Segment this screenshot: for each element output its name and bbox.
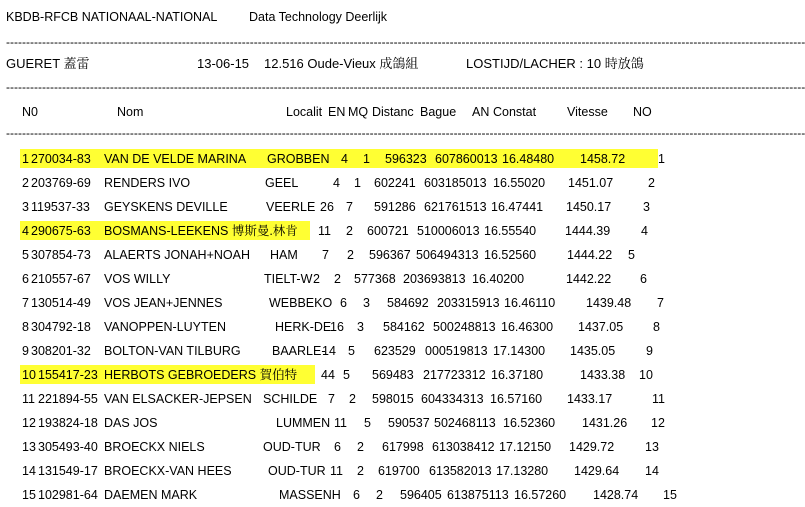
row-locality: HERK-DE [275, 320, 332, 334]
row-number: 1 [22, 152, 29, 166]
row-rank: 6 [640, 272, 647, 286]
row-distance: 569483 [372, 368, 414, 382]
row-id: 193824-18 [38, 416, 98, 430]
row-id: 307854-73 [31, 248, 91, 262]
row-bague: 203315913 [437, 296, 500, 310]
row-name: RENDERS IVO [104, 176, 191, 190]
row-constat: 16.57160 [490, 392, 543, 406]
row-bague: 217723312 [423, 368, 486, 382]
row-mq: 1 [363, 152, 370, 166]
row-rank: 12 [651, 416, 665, 430]
row-locality: WEBBEKO [269, 296, 333, 310]
row-constat: 16.52560 [484, 248, 537, 262]
row-vitesse: 1444.22 [567, 248, 613, 262]
row-bague: 604334313 [421, 392, 484, 406]
col-distanc: Distanc [372, 105, 414, 119]
race-release: LOSTIJD/LACHER : 10 時放鴿 [466, 56, 644, 71]
row-rank: 2 [648, 176, 655, 190]
row-number: 9 [22, 344, 29, 358]
row-number: 3 [22, 200, 29, 214]
row-rank: 11 [652, 392, 665, 406]
row-bague: 613582013 [429, 464, 492, 478]
row-bague: 502468113 [434, 416, 496, 430]
row-en: 4 [333, 176, 340, 190]
row-name: VAN DE VELDE MARINA [104, 152, 247, 166]
row-name: BROECKX NIELS [104, 440, 205, 454]
row-id: 131549-17 [38, 464, 98, 478]
row-name: ALAERTS JONAH+NOAH [104, 248, 250, 262]
col-localit: Localit [286, 105, 323, 119]
row-number: 2 [22, 176, 29, 190]
row-vitesse: 1429.64 [574, 464, 620, 478]
row-distance: 598015 [372, 392, 414, 406]
row-constat: 17.13280 [496, 464, 549, 478]
row-constat: 16.40200 [472, 272, 525, 286]
row-number: 7 [22, 296, 29, 310]
row-constat: 17.14300 [493, 344, 546, 358]
row-en: 6 [334, 440, 341, 454]
row-vitesse: 1429.72 [569, 440, 615, 454]
row-vitesse: 1428.74 [593, 488, 639, 502]
row-id: 290675-63 [31, 224, 91, 238]
row-distance: 596323 [385, 152, 427, 166]
row-bague: 500248813 [433, 320, 496, 334]
col-constat: Constat [493, 105, 537, 119]
row-bague: 000519813 [425, 344, 488, 358]
row-number: 11 [22, 392, 35, 406]
row-mq: 5 [343, 368, 350, 382]
row-id: 221894-55 [38, 392, 98, 406]
row-name: HERBOTS GEBROEDERS 賀伯特 [104, 368, 298, 382]
row-rank: 5 [628, 248, 635, 262]
row-distance: 596405 [400, 488, 442, 502]
row-id: 305493-40 [38, 440, 98, 454]
row-constat: 16.37180 [491, 368, 544, 382]
row-name: DAS JOS [104, 416, 158, 430]
row-constat: 16.46110 [504, 296, 556, 310]
row-name: VANOPPEN-LUYTEN [104, 320, 227, 334]
row-name: BOSMANS-LEEKENS 博斯曼.林肯 [104, 224, 298, 238]
row-name: VAN ELSACKER-JEPSEN [104, 392, 252, 406]
row-en: 16 [330, 320, 344, 334]
row-number: 15 [22, 488, 36, 502]
row-mq: 2 [357, 440, 364, 454]
company-title: Data Technology Deerlijk [249, 10, 388, 24]
row-mq: 2 [347, 248, 354, 262]
row-constat: 16.46300 [501, 320, 554, 334]
row-number: 13 [22, 440, 36, 454]
row-bague: 510006013 [417, 224, 480, 238]
row-locality: OUD-TUR [268, 464, 326, 478]
row-bague: 203693813 [403, 272, 466, 286]
col-nom: Nom [117, 105, 144, 119]
row-distance: 584162 [383, 320, 425, 334]
row-id: 130514-49 [31, 296, 91, 310]
col-mq: MQ [348, 105, 369, 119]
row-mq: 2 [334, 272, 341, 286]
row-rank: 3 [643, 200, 650, 214]
row-number: 8 [22, 320, 29, 334]
row-en: 11 [330, 464, 343, 478]
row-distance: 623529 [374, 344, 416, 358]
row-en: 26 [320, 200, 334, 214]
row-number: 12 [22, 416, 36, 430]
row-locality: HAM [270, 248, 298, 262]
row-number: 6 [22, 272, 29, 286]
row-vitesse: 1435.05 [570, 344, 616, 358]
row-number: 10 [22, 368, 36, 382]
row-id: 203769-69 [31, 176, 91, 190]
divider: -------------------------------------------------------------------------------------------------------------------------------------------------------------------------------------------------------- [6, 35, 805, 49]
row-rank: 14 [645, 464, 659, 478]
row-rank: 15 [663, 488, 677, 502]
row-mq: 2 [357, 464, 364, 478]
row-locality: VEERLE [266, 200, 316, 214]
org-title: KBDB-RFCB NATIONAAL-NATIONAL [6, 10, 218, 24]
row-en: 14 [322, 344, 336, 358]
row-en: 4 [341, 152, 348, 166]
row-name: BOLTON-VAN TILBURG [104, 344, 241, 358]
col-bague: Bague [420, 105, 457, 119]
row-rank: 10 [639, 368, 653, 382]
row-mq: 1 [354, 176, 361, 190]
row-mq: 7 [346, 200, 353, 214]
row-constat: 16.48480 [502, 152, 555, 166]
row-distance: 577368 [354, 272, 396, 286]
row-en: 44 [321, 368, 335, 382]
race-date: 13-06-15 [197, 56, 250, 71]
row-vitesse: 1442.22 [566, 272, 612, 286]
row-distance: 617998 [382, 440, 424, 454]
row-locality: MASSENH [279, 488, 341, 502]
row-vitesse: 1444.39 [565, 224, 611, 238]
col-en: EN [328, 105, 346, 119]
row-constat: 16.47441 [491, 200, 544, 214]
row-rank: 8 [653, 320, 660, 334]
row-mq: 3 [357, 320, 364, 334]
row-mq: 2 [376, 488, 383, 502]
row-vitesse: 1433.38 [580, 368, 626, 382]
row-rank: 1 [658, 152, 665, 166]
row-distance: 602241 [374, 176, 416, 190]
row-name: GEYSKENS DEVILLE [104, 200, 228, 214]
divider: -------------------------------------------------------------------------------------------------------------------------------------------------------------------------------------------------------- [6, 126, 805, 140]
row-id: 102981-64 [38, 488, 98, 502]
row-vitesse: 1437.05 [578, 320, 624, 334]
row-constat: 16.55540 [484, 224, 537, 238]
col-vitesse: Vitesse [567, 105, 608, 119]
row-en: 2 [313, 272, 320, 286]
row-en: 11 [334, 416, 347, 430]
row-locality: GROBBEN [267, 152, 330, 166]
row-locality: TIELT-W [264, 272, 313, 286]
row-en: 11 [318, 224, 331, 238]
row-id: 304792-18 [31, 320, 91, 334]
row-bague: 607860013 [435, 152, 498, 166]
row-number: 14 [22, 464, 36, 478]
row-en: 6 [340, 296, 347, 310]
row-bague: 613038412 [432, 440, 495, 454]
row-constat: 16.55020 [493, 176, 546, 190]
row-distance: 591286 [374, 200, 416, 214]
row-bague: 621761513 [424, 200, 487, 214]
row-rank: 7 [657, 296, 664, 310]
row-en: 7 [328, 392, 335, 406]
row-constat: 16.57260 [514, 488, 567, 502]
race-info: 12.516 Oude-Vieux 成鴿組 [264, 56, 419, 71]
row-constat: 17.12150 [499, 440, 552, 454]
row-rank: 4 [641, 224, 648, 238]
row-vitesse: 1450.17 [566, 200, 612, 214]
row-distance: 600721 [367, 224, 409, 238]
col-no2: NO [633, 105, 652, 119]
row-name: DAEMEN MARK [104, 488, 198, 502]
row-locality: OUD-TUR [263, 440, 321, 454]
row-vitesse: 1433.17 [567, 392, 613, 406]
row-locality: SCHILDE [263, 392, 318, 406]
row-id: 119537-33 [31, 200, 90, 214]
row-bague: 506494313 [416, 248, 479, 262]
row-en: 7 [322, 248, 329, 262]
row-id: 308201-32 [31, 344, 91, 358]
row-constat: 16.52360 [503, 416, 556, 430]
row-mq: 3 [363, 296, 370, 310]
row-mq: 5 [348, 344, 355, 358]
row-vitesse: 1431.26 [582, 416, 628, 430]
race-name: GUERET 蓋雷 [6, 56, 90, 71]
row-id: 270034-83 [31, 152, 91, 166]
row-number: 5 [22, 248, 29, 262]
row-locality: LUMMEN [276, 416, 331, 430]
row-distance: 590537 [388, 416, 430, 430]
row-locality: GEEL [265, 176, 299, 190]
row-distance: 584692 [387, 296, 429, 310]
col-no: N0 [22, 105, 38, 119]
row-number: 4 [22, 224, 29, 238]
row-rank: 9 [646, 344, 653, 358]
row-en: 6 [353, 488, 360, 502]
row-id: 210557-67 [31, 272, 91, 286]
row-vitesse: 1439.48 [586, 296, 632, 310]
row-mq: 5 [364, 416, 371, 430]
row-mq: 2 [346, 224, 353, 238]
row-locality: BAARLE- [272, 344, 326, 358]
col-an: AN [472, 105, 490, 119]
row-name: VOS JEAN+JENNES [104, 296, 223, 310]
row-name: BROECKX-VAN HEES [104, 464, 232, 478]
divider: -------------------------------------------------------------------------------------------------------------------------------------------------------------------------------------------------------- [6, 80, 805, 94]
row-bague: 603185013 [424, 176, 487, 190]
row-distance: 619700 [378, 464, 420, 478]
row-vitesse: 1458.72 [580, 152, 626, 166]
row-name: VOS WILLY [104, 272, 171, 286]
row-distance: 596367 [369, 248, 411, 262]
row-bague: 613875113 [447, 488, 509, 502]
row-rank: 13 [645, 440, 659, 454]
row-mq: 2 [349, 392, 356, 406]
row-vitesse: 1451.07 [568, 176, 614, 190]
row-id: 155417-23 [38, 368, 98, 382]
